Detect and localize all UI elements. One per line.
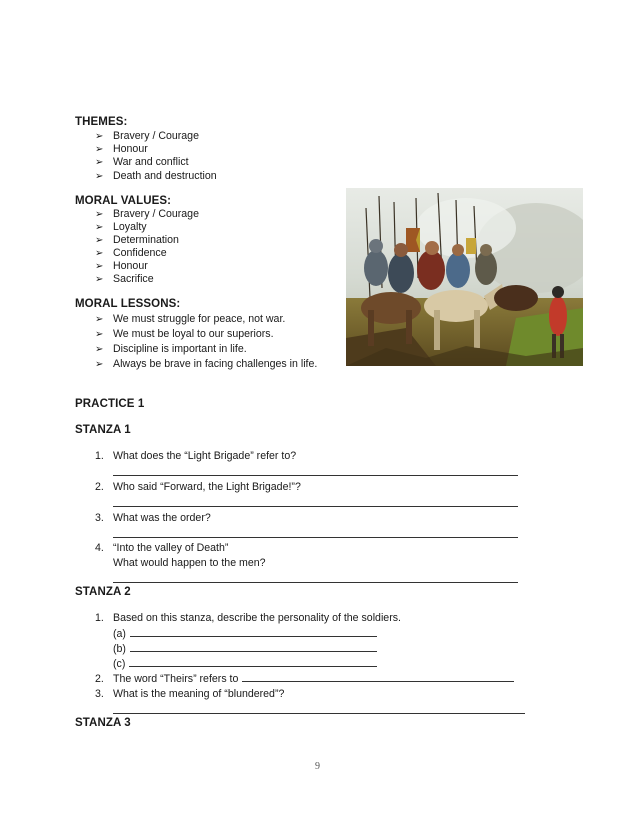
list-item: ➢ We must struggle for peace, not war.: [95, 313, 286, 325]
list-item: ➢ Sacrifice: [95, 273, 154, 285]
moral-values-heading: MORAL VALUES:: [75, 195, 172, 207]
answer-line[interactable]: [113, 582, 518, 583]
list-item: ➢ Honour: [95, 143, 148, 155]
answer-line[interactable]: [113, 537, 518, 538]
list-item: ➢ We must be loyal to our superiors.: [95, 328, 274, 340]
question-item: 2. The word “Theirs” refers to: [95, 673, 514, 685]
answer-line[interactable]: [113, 506, 518, 507]
arrow-bullet-icon: ➢: [95, 248, 104, 259]
cavalry-painting-image: [346, 188, 583, 366]
arrow-bullet-icon: ➢: [95, 222, 104, 233]
list-item: ➢ Death and destruction: [95, 170, 217, 182]
arrow-bullet-icon: ➢: [95, 171, 104, 182]
answer-line[interactable]: [130, 636, 377, 637]
list-item: ➢ Always be brave in facing challenges in life.: [95, 358, 318, 370]
arrow-bullet-icon: ➢: [95, 144, 104, 155]
answer-line[interactable]: [129, 666, 377, 667]
answer-line[interactable]: [113, 713, 525, 714]
question-item: 4. “Into the valley of Death”: [95, 542, 229, 554]
page-number: 9: [315, 761, 320, 772]
arrow-bullet-icon: ➢: [95, 329, 104, 340]
list-item: ➢ Honour: [95, 260, 148, 272]
arrow-bullet-icon: ➢: [95, 274, 104, 285]
option-b: (b): [113, 643, 377, 655]
list-item: ➢ Bravery / Courage: [95, 208, 199, 220]
list-item: ➢ Determination: [95, 234, 179, 246]
stanza-2-heading: STANZA 2: [75, 586, 131, 598]
themes-heading: THEMES:: [75, 116, 128, 128]
answer-line[interactable]: [113, 475, 518, 476]
question-item: 1. What does the “Light Brigade” refer to?: [95, 450, 297, 462]
list-item: ➢ Loyalty: [95, 221, 147, 233]
question-item: 3. What is the meaning of “blundered”?: [95, 688, 285, 700]
answer-line[interactable]: [130, 651, 377, 652]
arrow-bullet-icon: ➢: [95, 261, 104, 272]
option-a: (a): [113, 628, 377, 640]
list-item: ➢ Bravery / Courage: [95, 130, 199, 142]
answer-line[interactable]: [242, 681, 514, 682]
arrow-bullet-icon: ➢: [95, 359, 104, 370]
arrow-bullet-icon: ➢: [95, 157, 104, 168]
question-item: 2. Who said “Forward, the Light Brigade!”?: [95, 481, 301, 493]
arrow-bullet-icon: ➢: [95, 235, 104, 246]
question-item: 3. What was the order?: [95, 512, 211, 524]
list-item: ➢ Confidence: [95, 247, 167, 259]
stanza-3-heading: STANZA 3: [75, 717, 131, 729]
arrow-bullet-icon: ➢: [95, 314, 104, 325]
arrow-bullet-icon: ➢: [95, 344, 104, 355]
arrow-bullet-icon: ➢: [95, 209, 104, 220]
stanza-1-heading: STANZA 1: [75, 424, 131, 436]
list-item: ➢ Discipline is important in life.: [95, 343, 247, 355]
question-subtext: What would happen to the men?: [113, 557, 266, 569]
option-c: (c): [113, 658, 377, 670]
question-item: 1. Based on this stanza, describe the personality of the soldiers.: [95, 612, 401, 624]
arrow-bullet-icon: ➢: [95, 131, 104, 142]
moral-lessons-heading: MORAL LESSONS:: [75, 298, 181, 310]
practice-heading: PRACTICE 1: [75, 398, 145, 410]
list-item: ➢ War and conflict: [95, 156, 189, 168]
